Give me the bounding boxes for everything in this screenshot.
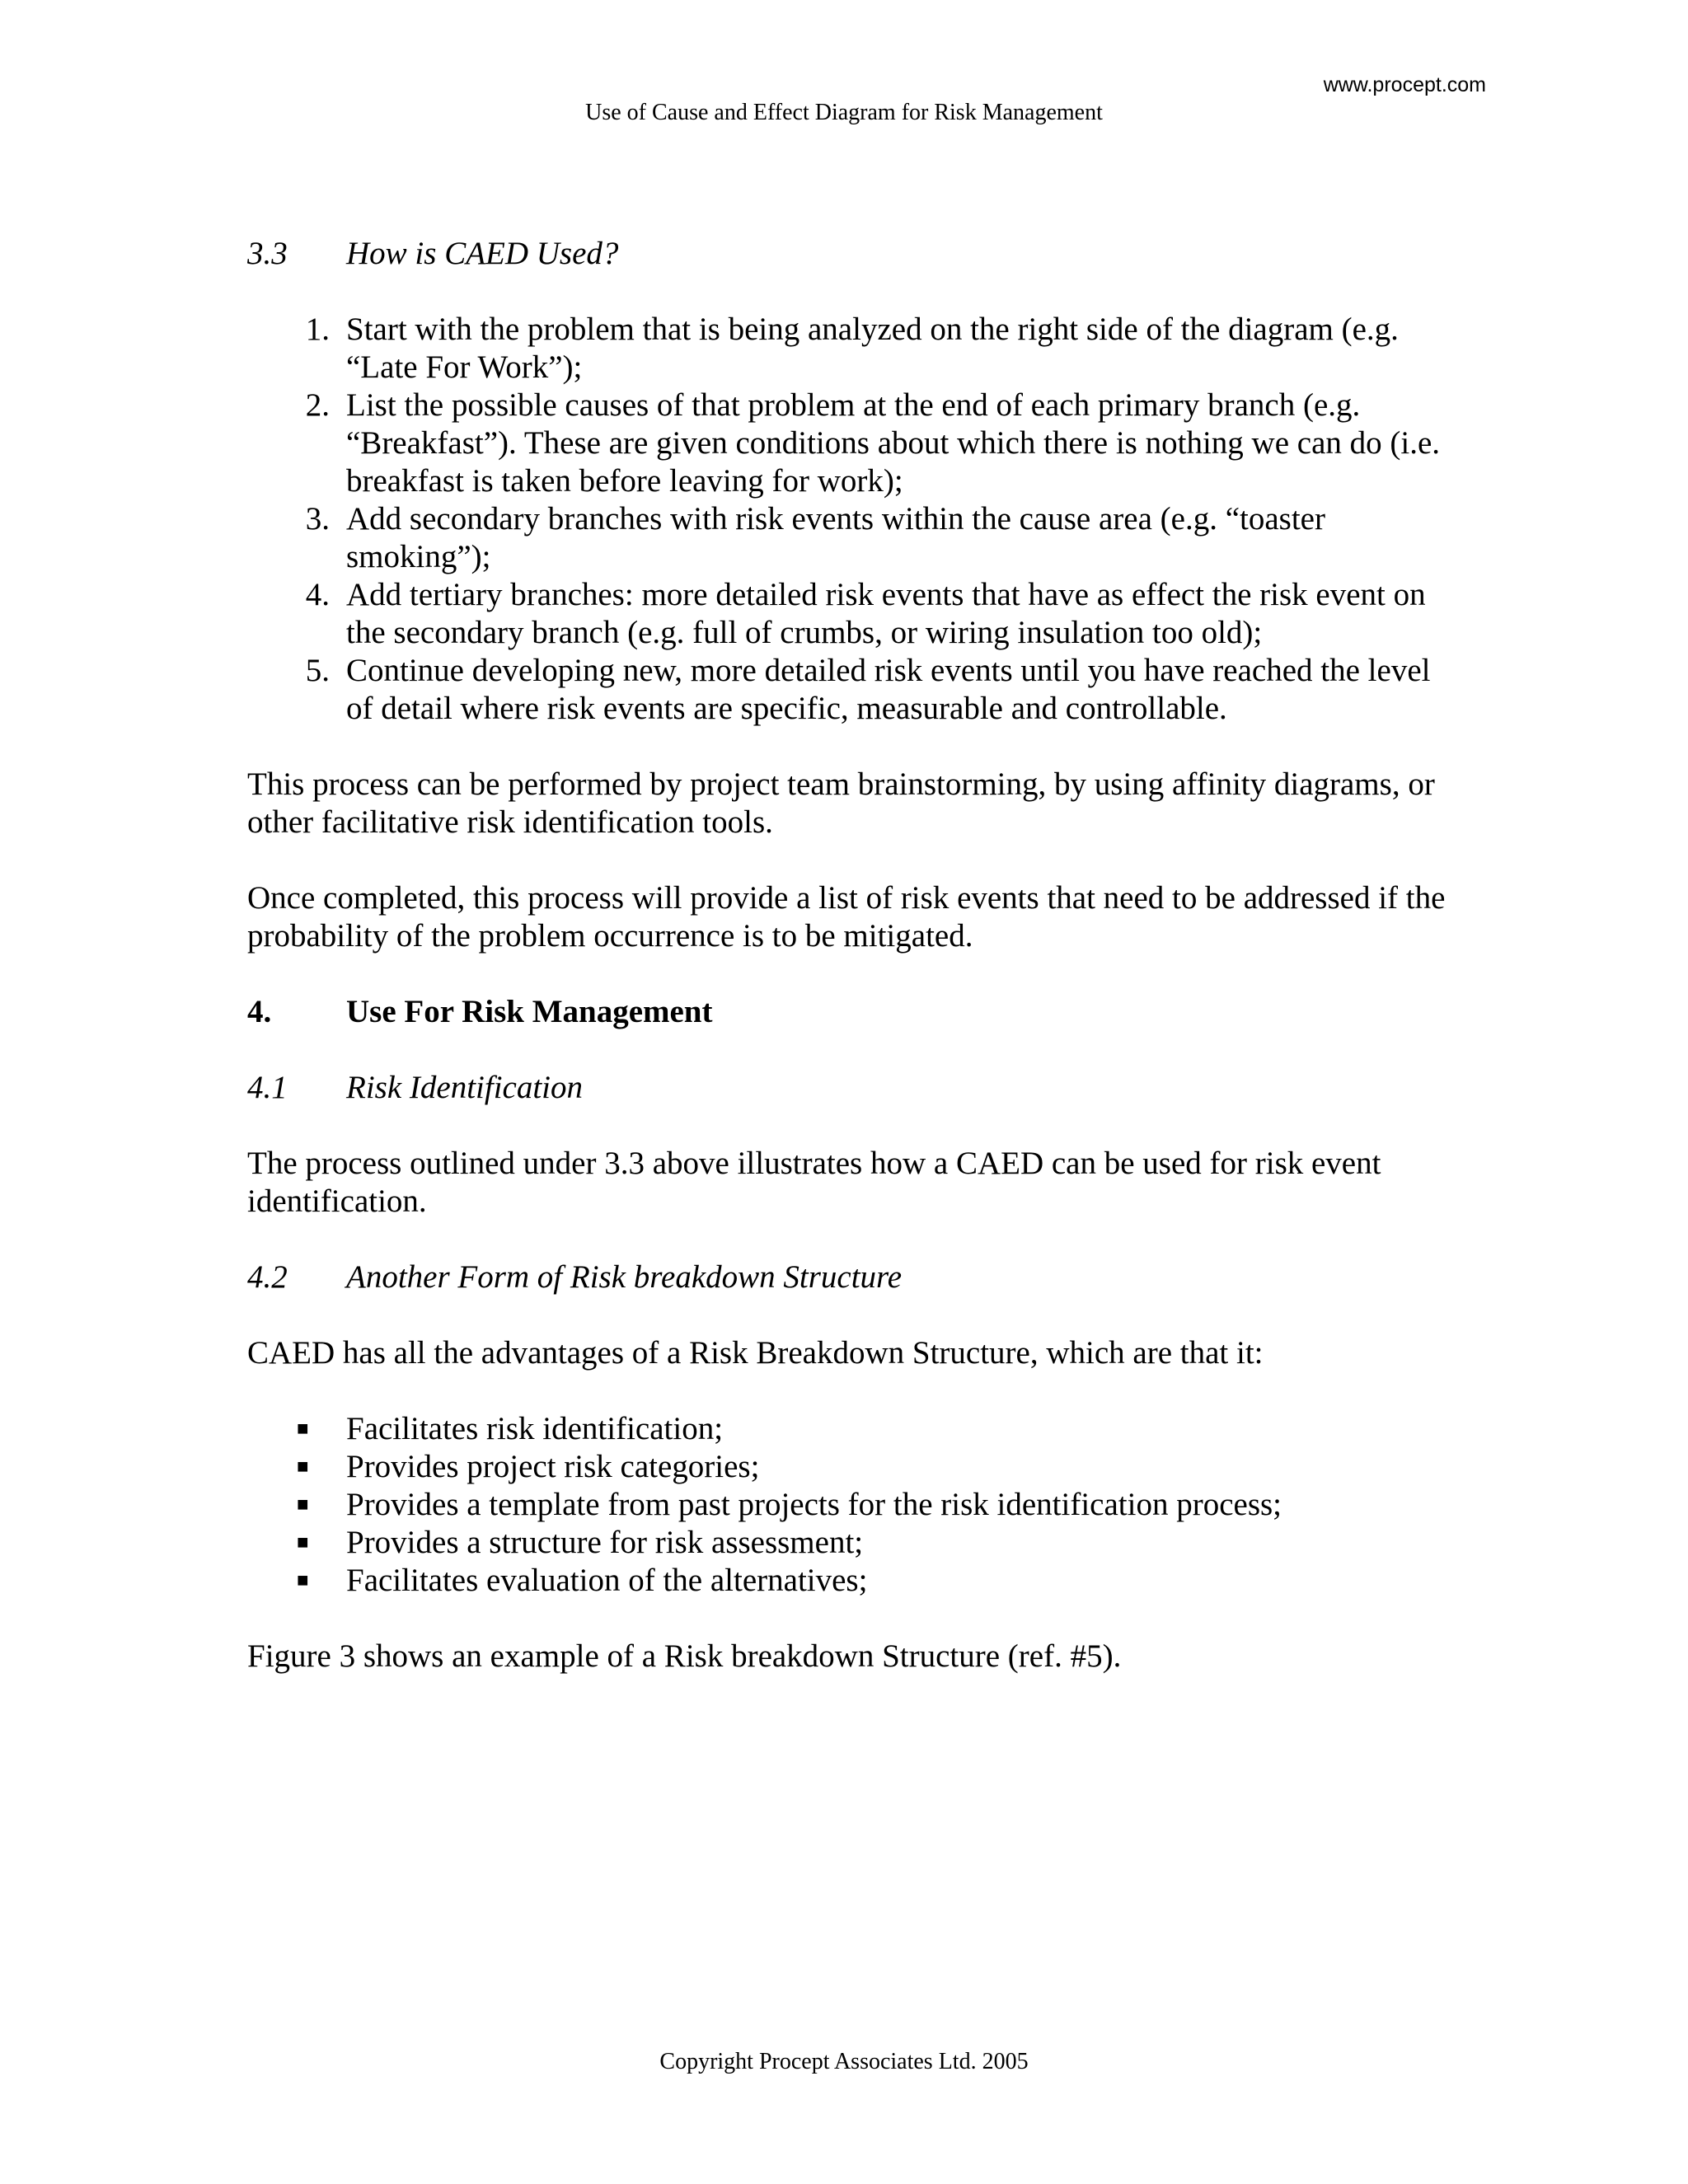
list-item — [247, 500, 1451, 576]
process-paragraph: This process can be performed by project team brainstorming, by using affinity diagrams, or other facilitative risk identification tools. — [247, 766, 1435, 840]
section-3-3-heading — [247, 235, 1451, 273]
list-item-text: Provides project risk categories; — [346, 1449, 760, 1484]
document-body — [247, 235, 1451, 1675]
list-item — [247, 1486, 1451, 1524]
bullet-icon: ■ — [297, 1570, 309, 1591]
section-number: 3.3 — [247, 236, 288, 271]
bullet-icon: ■ — [297, 1456, 309, 1478]
list-item-text: Start with the problem that is being analyzed on the right side of the diagram (e.g. “Late For Work”); — [346, 312, 1399, 385]
list-item — [247, 1524, 1451, 1562]
list-item — [247, 576, 1451, 652]
bullet-icon: ■ — [297, 1532, 309, 1554]
list-item-text: Add secondary branches with risk events within the cause area (e.g. “toaster smoking”); — [346, 501, 1325, 574]
list-item — [247, 311, 1451, 387]
section-title: Use For Risk Management — [346, 994, 713, 1029]
list-item — [247, 652, 1451, 728]
list-item-text: Facilitates risk identification; — [346, 1411, 724, 1446]
list-item-text: List the possible causes of that problem at the end of each primary branch (e.g. “Breakfast”). These are given conditions about which there is nothing we can do (i.e. breakfast is taken before leaving for work); — [346, 387, 1441, 499]
list-item — [247, 387, 1451, 500]
section-4-heading — [247, 993, 1451, 1031]
section-number: 4. — [247, 994, 272, 1029]
figure-reference-paragraph: Figure 3 shows an example of a Risk breakdown Structure (ref. #5). — [247, 1638, 1122, 1674]
bullet-icon: ■ — [297, 1418, 309, 1440]
list-item — [247, 1562, 1451, 1600]
list-item-text: Provides a structure for risk assessment; — [346, 1525, 864, 1560]
section-title: Another Form of Risk breakdown Structure — [346, 1259, 903, 1295]
advantages-bullet-list — [247, 1410, 1451, 1600]
bullet-icon: ■ — [297, 1494, 309, 1516]
list-item-text: Continue developing new, more detailed risk events until you have reached the level of detail where risk events are specific, measurable and controllable. — [346, 653, 1431, 726]
advantages-intro-paragraph: CAED has all the advantages of a Risk Breakdown Structure, which are that it: — [247, 1335, 1264, 1371]
list-item-text: Provides a template from past projects for the risk identification process; — [346, 1487, 1282, 1522]
section-title: How is CAED Used? — [346, 236, 619, 271]
section-4-2-heading — [247, 1258, 1451, 1296]
list-item-text: Facilitates evaluation of the alternatives; — [346, 1563, 868, 1598]
list-item — [247, 1410, 1451, 1448]
caed-steps-list — [247, 311, 1451, 728]
copyright-footer: Copyright Procept Associates Ltd. 2005 — [659, 2049, 1029, 2074]
list-item-text: Add tertiary branches: more detailed risk events that have as effect the risk event on the secondary branch (e.g. full of crumbs, or wiring insulation too old); — [346, 577, 1426, 650]
site-url: www.procept.com — [1323, 73, 1486, 96]
list-item — [247, 1448, 1451, 1486]
list-number: 4. — [305, 577, 330, 612]
running-header-title: Use of Cause and Effect Diagram for Risk Management — [585, 100, 1103, 125]
section-number: 4.1 — [247, 1070, 288, 1105]
section-title: Risk Identification — [346, 1070, 584, 1105]
list-number: 1. — [305, 312, 330, 347]
section-number: 4.2 — [247, 1259, 288, 1295]
risk-identification-paragraph: The process outlined under 3.3 above illustrates how a CAED can be used for risk event identification. — [247, 1146, 1381, 1219]
list-number: 2. — [305, 387, 330, 423]
list-number: 3. — [305, 501, 330, 537]
section-4-1-heading — [247, 1069, 1451, 1107]
list-number: 5. — [305, 653, 330, 688]
outcome-paragraph: Once completed, this process will provide a list of risk events that need to be addressed if the probability of the problem occurrence is to be mitigated. — [247, 880, 1446, 954]
